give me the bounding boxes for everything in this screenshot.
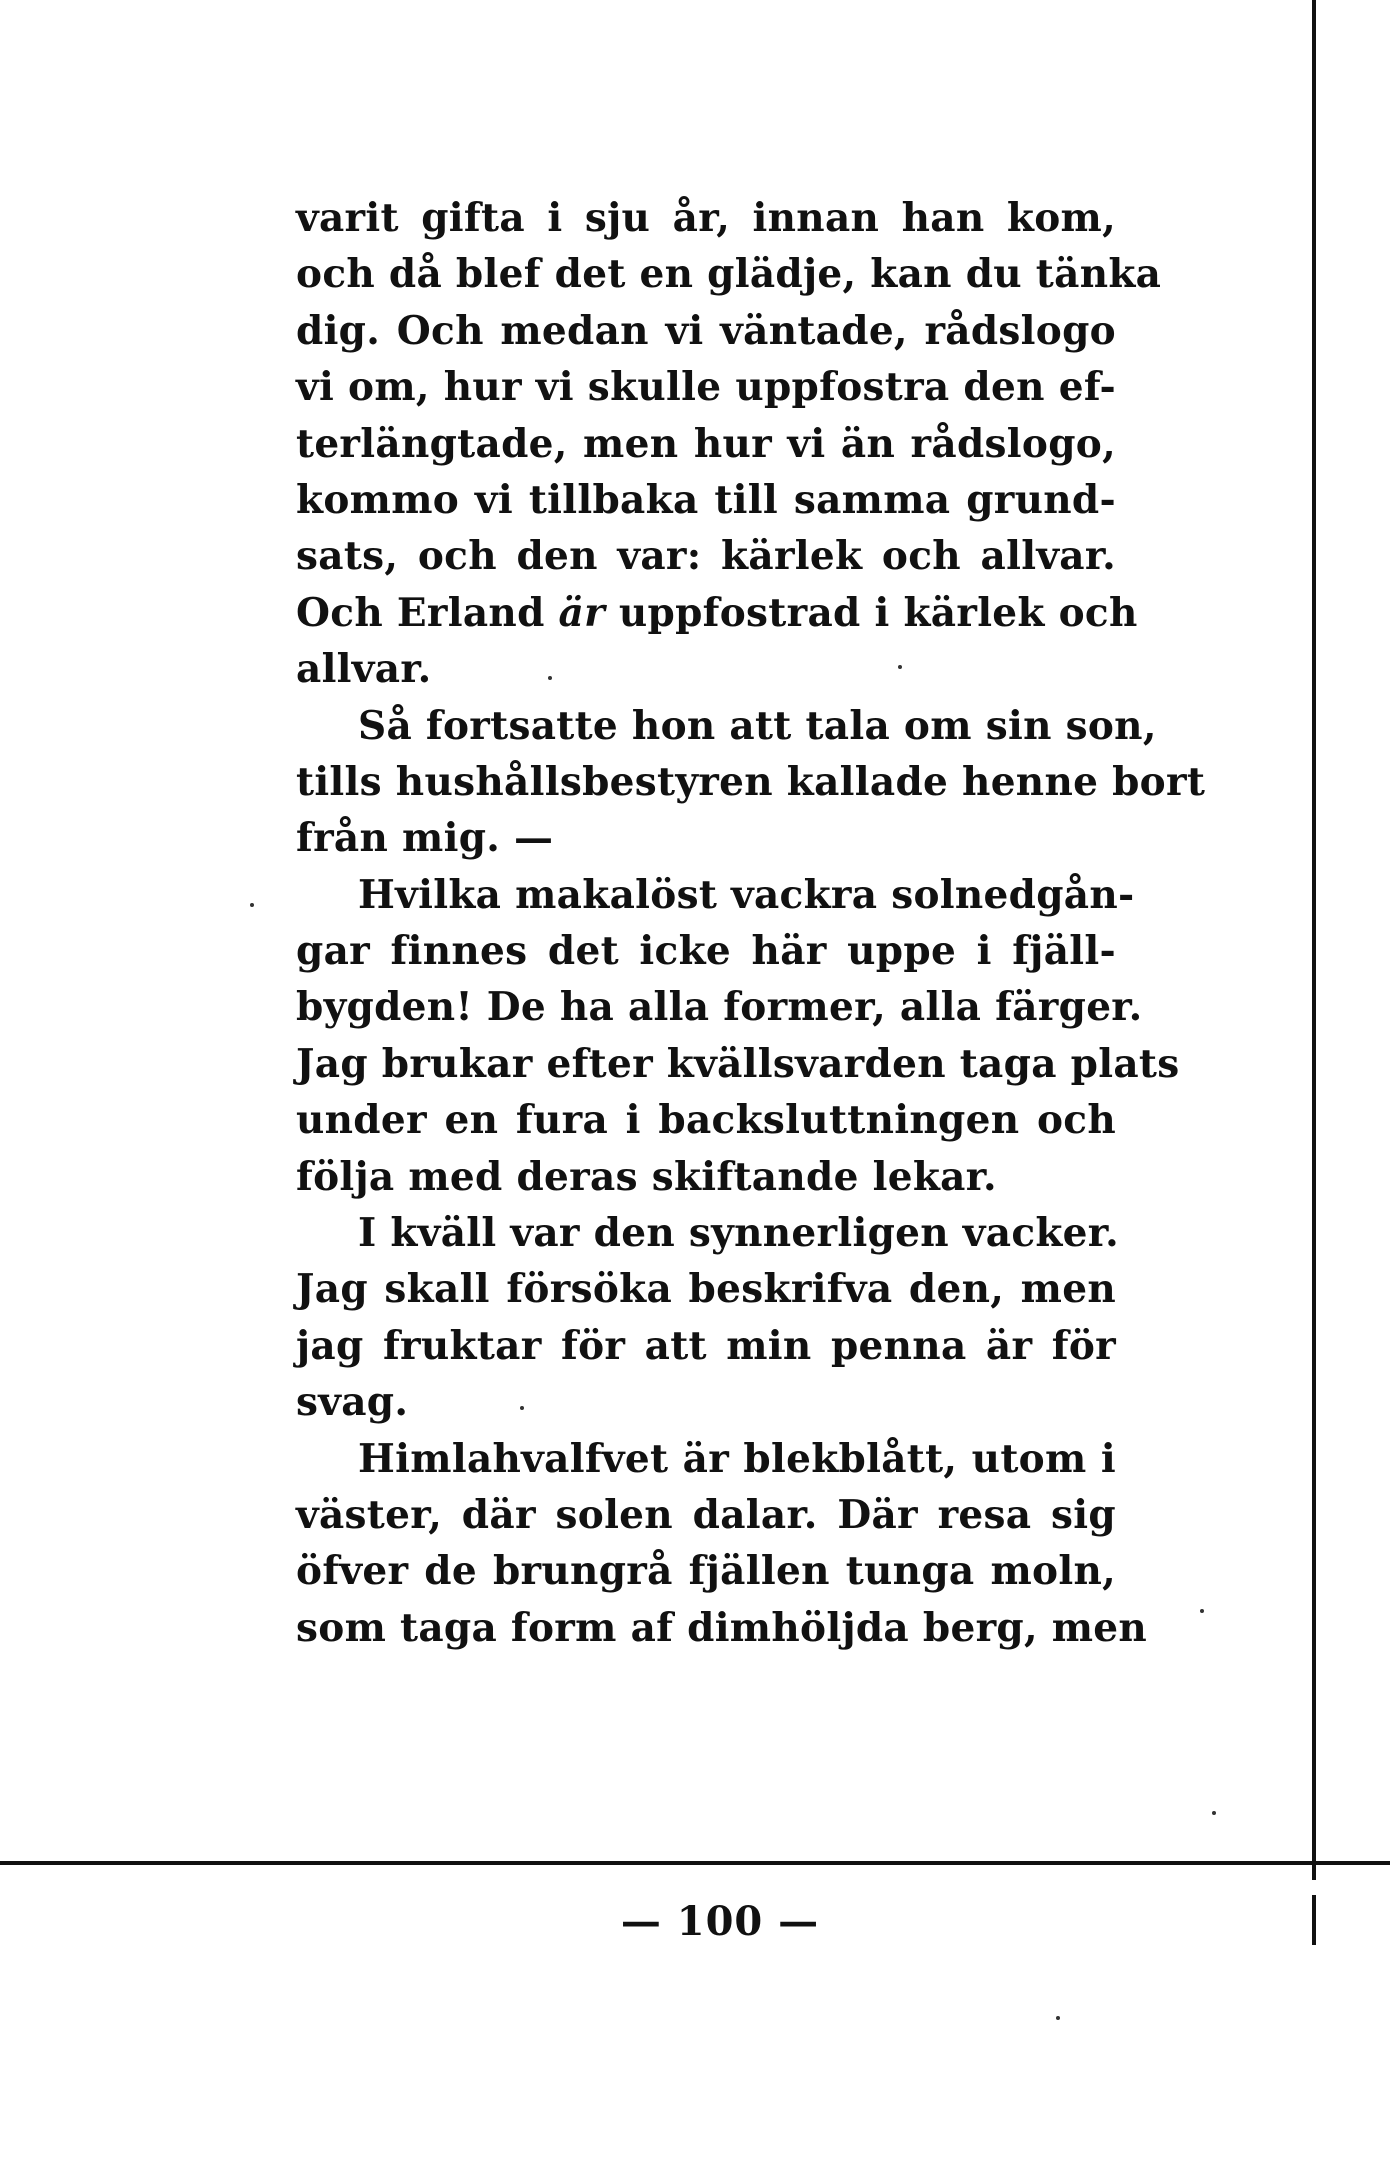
text-line: följa med deras skiftande lekar. [296, 1153, 997, 1200]
scan-speck [520, 1406, 524, 1410]
scan-speck [1212, 1811, 1216, 1815]
right-margin-rule [1312, 0, 1316, 1880]
text-line: dig. Och medan vi väntade, rådslogo [296, 307, 1116, 354]
text-line: från mig. — [296, 815, 554, 862]
text-line: terlängtade, men hur vi än rådslogo, [296, 420, 1116, 467]
paragraph [296, 1205, 1119, 1431]
paragraph [296, 190, 1162, 698]
paragraph [296, 867, 1180, 1205]
text-line: I kväll var den synnerligen vacker. [358, 1210, 1119, 1257]
italic-word: är [558, 589, 605, 636]
text-line: Så fortsatte hon att tala om sin son, [358, 702, 1157, 749]
text-line: bygden! De ha alla former, alla färger. [296, 984, 1143, 1031]
text-line-mixed [296, 585, 1138, 641]
text-line: gar finnes det icke här uppe i fjäll- [296, 928, 1116, 975]
paragraph [296, 698, 1206, 867]
body-text [296, 190, 1206, 1656]
text-line: vi om, hur vi skulle uppfostra den ef- [296, 364, 1116, 411]
text-line: tills hushållsbestyren kallade henne bort [296, 758, 1206, 805]
text-line: under en fura i backsluttningen och [296, 1097, 1116, 1144]
scan-speck [1200, 1609, 1204, 1613]
text-line: Hvilka makalöst vackra solnedgån- [358, 871, 1135, 918]
scan-speck [250, 903, 254, 907]
text-line: väster, där solen dalar. Där resa sig [296, 1491, 1116, 1538]
text-line: varit gifta i sju år, innan han kom, [296, 195, 1116, 241]
text-line: allvar. [296, 646, 432, 693]
text-line: som taga form af dimhöljda berg, men [296, 1604, 1148, 1651]
text-line: sats, och den var: kärlek och allvar. [296, 533, 1116, 580]
text-run: uppfostrad i kärlek och [618, 589, 1138, 636]
scan-speck [898, 665, 902, 669]
text-line: svag. [296, 1379, 409, 1426]
text-line: Jag skall försöka beskrifva den, men [296, 1266, 1116, 1313]
text-line: kommo vi tillbaka till samma grund- [296, 476, 1116, 523]
text-line: och då blef det en glädje, kan du tänka [296, 251, 1162, 298]
right-margin-rule-lower [1312, 1895, 1316, 1945]
footer-rule [0, 1861, 1390, 1865]
text-line: öfver de brungrå fjällen tunga moln, [296, 1548, 1116, 1595]
text-line: Himlahvalfvet är blekblått, utom i [358, 1435, 1116, 1482]
paragraph [296, 1431, 1148, 1657]
scan-speck [1056, 2016, 1060, 2020]
text-run: Och Erland [296, 589, 545, 636]
text-line: jag fruktar för att min penna är för [296, 1322, 1116, 1369]
page-number: — 100 — [620, 1898, 820, 1945]
scan-speck [548, 676, 552, 680]
text-line: Jag brukar efter kvällsvarden taga plats [296, 1040, 1180, 1087]
